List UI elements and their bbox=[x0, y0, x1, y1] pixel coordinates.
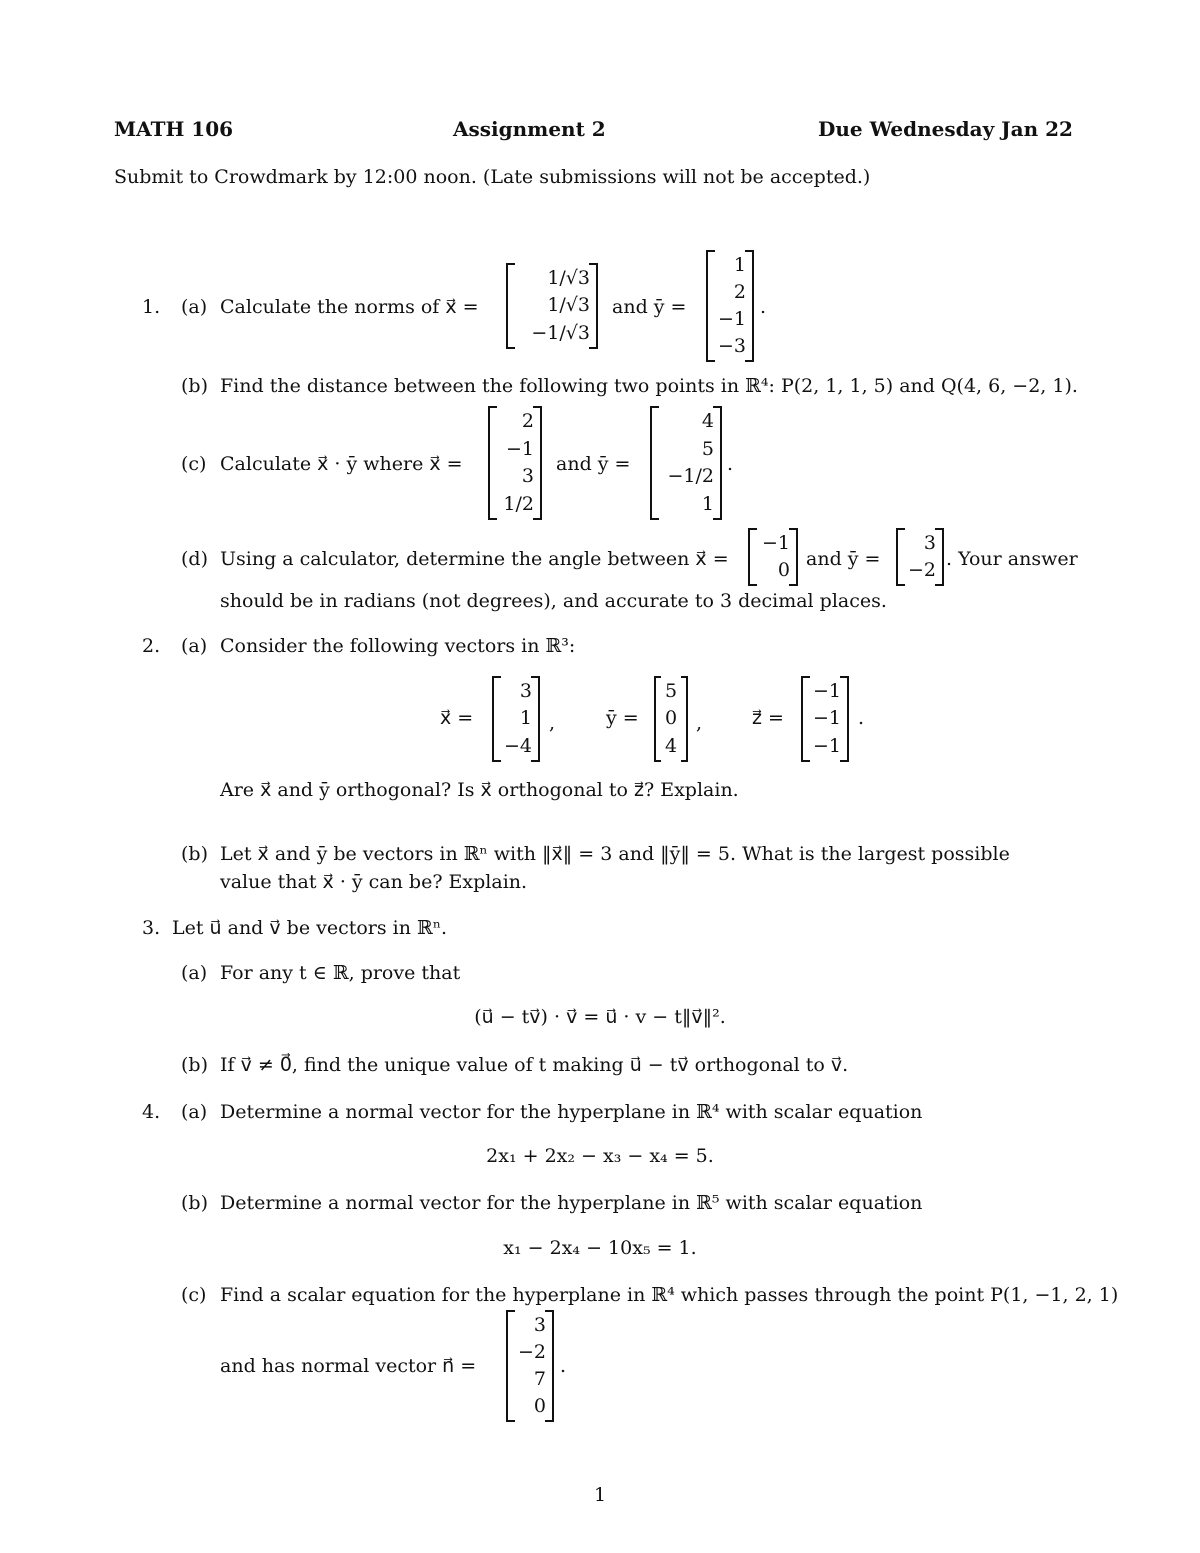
q2a-y-label: ȳ = bbox=[606, 707, 639, 729]
q4b-label: (b) bbox=[181, 1192, 208, 1214]
q3-intro: Let u⃗ and v⃗ be vectors in ℝⁿ. bbox=[172, 917, 448, 939]
q3a-equation: (u⃗ − tv⃗) · v⃗ = u⃗ · v − t‖v⃗‖². bbox=[474, 1006, 726, 1028]
matrix-entry: −2 bbox=[517, 1341, 546, 1363]
q2a-z-label: z⃗ = bbox=[752, 707, 784, 729]
instructions: Submit to Crowdmark by 12:00 noon. (Late submissions will not be accepted.) bbox=[114, 166, 871, 188]
q1c-and: and ȳ = bbox=[556, 453, 631, 475]
matrix-entry: 0 bbox=[533, 1395, 546, 1417]
matrix-entry: 1/√3 bbox=[547, 267, 590, 290]
q1d-and: and ȳ = bbox=[806, 548, 881, 570]
matrix-entry: −1 bbox=[812, 707, 841, 730]
q4a-text: Determine a normal vector for the hyperplane in ℝ⁴ with scalar equation bbox=[220, 1101, 923, 1123]
q4c-end: . bbox=[560, 1355, 567, 1377]
q1c-label: (c) bbox=[181, 453, 207, 475]
matrix-entry: 2 bbox=[733, 281, 746, 303]
matrix-entry: 3 bbox=[533, 1314, 546, 1336]
matrix-entry: −1 bbox=[505, 437, 534, 460]
q1c-x-vector bbox=[488, 406, 542, 520]
q3-number: 3. bbox=[142, 917, 161, 939]
comma: , bbox=[696, 712, 703, 734]
course-code: MATH 106 bbox=[114, 117, 234, 141]
matrix-entry: −1/√3 bbox=[531, 321, 590, 344]
page-number: 1 bbox=[593, 1484, 607, 1506]
q1a-label: (a) bbox=[181, 296, 208, 318]
q4a-label: (a) bbox=[181, 1101, 208, 1123]
q2a-question: Are x⃗ and ȳ orthogonal? Is x⃗ orthogonal to z⃗? Explain. bbox=[220, 779, 739, 801]
q1d-label: (d) bbox=[181, 548, 208, 570]
matrix-entry: 3 bbox=[519, 680, 532, 703]
matrix-entry: 5 bbox=[664, 680, 678, 703]
q1a-y-vector bbox=[706, 250, 754, 362]
q1b-label: (b) bbox=[181, 375, 208, 397]
matrix-entry: 1 bbox=[733, 254, 746, 276]
q3b-label: (b) bbox=[181, 1054, 208, 1076]
q1b-text: Find the distance between the following two points in ℝ⁴: P(2, 1, 1, 5) and Q(4, 6, −2, 1). bbox=[220, 375, 1078, 397]
matrix-entry: −1 bbox=[812, 680, 841, 703]
q2a-z-vector bbox=[801, 676, 849, 762]
comma: , bbox=[549, 712, 556, 734]
matrix-entry: 1/√3 bbox=[547, 294, 590, 317]
matrix-entry: 4 bbox=[701, 410, 714, 433]
matrix-entry: 1/2 bbox=[503, 492, 534, 515]
q1c-end: . bbox=[727, 453, 734, 475]
matrix-entry: −2 bbox=[907, 559, 936, 581]
q4a-equation: 2x₁ + 2x₂ − x₃ − x₄ = 5. bbox=[486, 1145, 714, 1167]
q1a-end: . bbox=[760, 296, 767, 318]
q2a-text: Consider the following vectors in ℝ³: bbox=[220, 635, 576, 657]
q3a-text: For any t ∈ ℝ, prove that bbox=[220, 962, 461, 984]
matrix-entry: 0 bbox=[664, 707, 678, 730]
q1d-end: . Your answer bbox=[946, 548, 1078, 570]
q2-number: 2. bbox=[142, 635, 161, 657]
q4-number: 4. bbox=[142, 1101, 161, 1123]
matrix-entry: −1 bbox=[812, 734, 841, 757]
q2a-label: (a) bbox=[181, 635, 208, 657]
q1d-text: Using a calculator, determine the angle between x⃗ = bbox=[220, 548, 729, 570]
period: . bbox=[858, 707, 865, 729]
matrix-entry: 4 bbox=[664, 734, 678, 757]
q1c-text: Calculate x⃗ · ȳ where x⃗ = bbox=[220, 453, 463, 475]
q1d-line2: should be in radians (not degrees), and accurate to 3 decimal places. bbox=[220, 590, 887, 612]
q1d-y-vector bbox=[896, 528, 944, 586]
matrix-entry: 7 bbox=[533, 1368, 546, 1390]
q1-number: 1. bbox=[142, 296, 161, 318]
matrix-entry: −3 bbox=[717, 335, 746, 357]
q4c-text: Find a scalar equation for the hyperplane in ℝ⁴ which passes through the point P(1, −1, 2, 1) bbox=[220, 1284, 1119, 1306]
matrix-entry: −4 bbox=[503, 734, 532, 757]
q3b-text: If v⃗ ≠ 0⃗, find the unique value of t making u⃗ − tv⃗ orthogonal to v⃗. bbox=[220, 1054, 849, 1076]
matrix-entry: 5 bbox=[701, 437, 714, 460]
q2a-x-label: x⃗ = bbox=[440, 707, 474, 729]
q2b-line1: Let x⃗ and ȳ be vectors in ℝⁿ with ‖x⃗‖ = 3 and ‖ȳ‖ = 5. What is the largest possible bbox=[220, 843, 1010, 865]
matrix-entry: 0 bbox=[777, 559, 790, 581]
assignment-title: Assignment 2 bbox=[453, 117, 606, 141]
q1a-and: and ȳ = bbox=[612, 296, 687, 318]
matrix-entry: −1 bbox=[717, 308, 746, 330]
q4b-text: Determine a normal vector for the hyperplane in ℝ⁵ with scalar equation bbox=[220, 1192, 923, 1214]
matrix-entry: −1/2 bbox=[667, 465, 714, 488]
q3a-label: (a) bbox=[181, 962, 208, 984]
q4b-equation: x₁ − 2x₄ − 10x₅ = 1. bbox=[503, 1237, 697, 1259]
due-date: Due Wednesday Jan 22 bbox=[818, 117, 1073, 141]
matrix-entry: 2 bbox=[521, 410, 534, 433]
q2b-line2: value that x⃗ · ȳ can be? Explain. bbox=[220, 871, 528, 893]
matrix-entry: 1 bbox=[701, 492, 714, 515]
q2a-y-vector bbox=[654, 676, 688, 762]
q1a-text: Calculate the norms of x⃗ = bbox=[220, 296, 479, 318]
matrix-entry: 3 bbox=[521, 465, 534, 488]
q1c-y-vector bbox=[650, 406, 722, 520]
q2a-x-vector bbox=[492, 676, 540, 762]
matrix-entry: 3 bbox=[923, 532, 936, 554]
matrix-entry: −1 bbox=[761, 532, 790, 554]
q2b-label: (b) bbox=[181, 843, 208, 865]
q1d-x-vector bbox=[748, 528, 798, 586]
q4c-label: (c) bbox=[181, 1284, 207, 1306]
matrix-entry: 1 bbox=[519, 707, 532, 730]
q4c-n-vector bbox=[506, 1310, 554, 1422]
q1a-x-vector bbox=[506, 263, 598, 349]
q4c-text2: and has normal vector n⃗ = bbox=[220, 1355, 477, 1377]
